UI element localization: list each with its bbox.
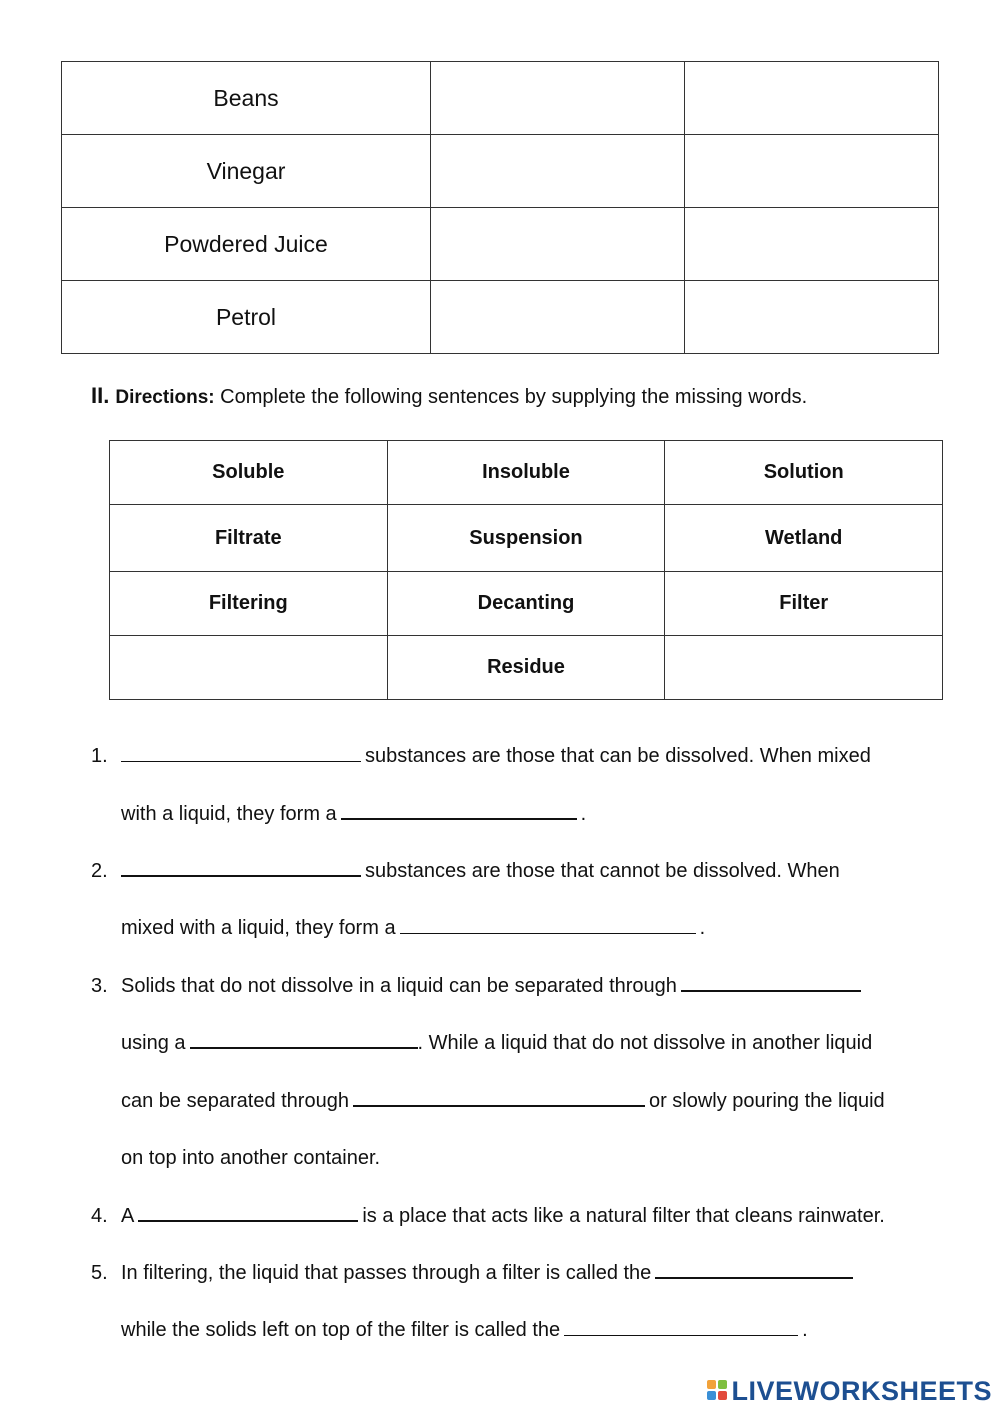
directions-label: Directions: xyxy=(115,387,215,408)
answer-blank[interactable] xyxy=(400,919,696,934)
question-text: Solids that do not dissolve in a liquid can be separated through xyxy=(121,975,677,997)
table-row xyxy=(62,62,939,135)
question-text: substances are those that cannot be dissolved. When xyxy=(365,860,840,882)
table-row xyxy=(62,135,939,208)
word-bank-cell: Filtrate xyxy=(110,505,388,572)
liveworksheets-logo xyxy=(707,1375,992,1407)
table-row xyxy=(110,505,943,572)
answer-cell[interactable] xyxy=(431,208,685,281)
question-text: using a xyxy=(121,1032,186,1054)
answer-cell[interactable] xyxy=(431,62,685,135)
question-2-line-2 xyxy=(121,918,705,938)
word-bank-cell: Insoluble xyxy=(387,441,665,505)
question-1-line-1 xyxy=(121,746,871,766)
item-cell: Vinegar xyxy=(62,135,431,208)
question-text: is a place that acts like a natural filter that cleans rainwater. xyxy=(362,1205,885,1227)
question-text: . While a liquid that do not dissolve in another liquid xyxy=(417,1032,873,1054)
logo-icon xyxy=(707,1380,729,1402)
question-number: 3. xyxy=(91,975,108,997)
word-bank-cell: Residue xyxy=(387,636,665,700)
answer-cell[interactable] xyxy=(431,281,685,354)
answer-blank[interactable] xyxy=(121,861,361,877)
question-number: 4. xyxy=(91,1205,108,1227)
word-bank-cell xyxy=(665,636,943,700)
answer-blank[interactable] xyxy=(564,1321,798,1336)
question-text: or slowly pouring the liquid xyxy=(648,1090,885,1112)
question-2-line-1 xyxy=(121,861,840,881)
answer-blank[interactable] xyxy=(353,1091,645,1107)
answer-cell[interactable] xyxy=(431,135,685,208)
question-3-line-4 xyxy=(121,1148,380,1168)
answer-blank[interactable] xyxy=(341,804,577,820)
answer-blank[interactable] xyxy=(655,1263,853,1279)
word-bank-cell: Decanting xyxy=(387,572,665,636)
question-text: mixed with a liquid, they form a xyxy=(121,917,396,939)
section-directions xyxy=(91,383,807,409)
section-number: II. xyxy=(91,383,110,408)
question-text: can be separated through xyxy=(121,1090,349,1112)
word-bank-table xyxy=(109,440,943,700)
answer-cell[interactable] xyxy=(685,281,939,354)
question-text: . xyxy=(580,803,587,825)
question-5-line-1 xyxy=(121,1263,857,1283)
word-bank-cell: Filter xyxy=(665,572,943,636)
word-bank-cell: Solution xyxy=(665,441,943,505)
table-row xyxy=(62,281,939,354)
question-text: In filtering, the liquid that passes through a filter is called the xyxy=(121,1262,652,1284)
table-row xyxy=(62,208,939,281)
answer-blank[interactable] xyxy=(138,1206,358,1222)
answer-blank[interactable] xyxy=(121,747,361,762)
word-bank-cell: Soluble xyxy=(110,441,388,505)
classification-table xyxy=(61,61,939,354)
question-1-line-2 xyxy=(121,804,586,824)
question-text: substances are those that can be dissolved. When mixed xyxy=(365,745,871,767)
word-bank-cell: Wetland xyxy=(665,505,943,572)
question-4-line-1 xyxy=(121,1206,885,1226)
answer-blank[interactable] xyxy=(190,1033,418,1049)
question-3-line-2 xyxy=(121,1033,872,1053)
question-number: 2. xyxy=(91,860,108,882)
table-row xyxy=(110,572,943,636)
logo-text: LIVEWORKSHEETS xyxy=(731,1375,992,1406)
answer-cell[interactable] xyxy=(685,135,939,208)
answer-blank[interactable] xyxy=(681,976,861,992)
question-number: 5. xyxy=(91,1262,108,1284)
question-5-line-2 xyxy=(121,1320,808,1340)
item-cell: Beans xyxy=(62,62,431,135)
question-text: on top into another container. xyxy=(121,1147,381,1169)
item-cell: Petrol xyxy=(62,281,431,354)
question-3-line-3 xyxy=(121,1091,885,1111)
table-row xyxy=(110,441,943,505)
word-bank-cell: Suspension xyxy=(387,505,665,572)
question-text: . xyxy=(802,1319,808,1341)
question-text: while the solids left on top of the filter is called the xyxy=(121,1319,561,1341)
question-text: with a liquid, they form a xyxy=(121,803,337,825)
answer-cell[interactable] xyxy=(685,62,939,135)
item-cell: Powdered Juice xyxy=(62,208,431,281)
answer-cell[interactable] xyxy=(685,208,939,281)
word-bank-cell: Filtering xyxy=(110,572,388,636)
question-3-line-1 xyxy=(121,976,865,996)
question-number: 1. xyxy=(91,745,108,767)
question-text: A xyxy=(121,1205,135,1227)
question-text: . xyxy=(699,917,706,939)
table-row xyxy=(110,636,943,700)
word-bank-cell xyxy=(110,636,388,700)
directions-text: Complete the following sentences by supplying the missing words. xyxy=(220,386,808,408)
